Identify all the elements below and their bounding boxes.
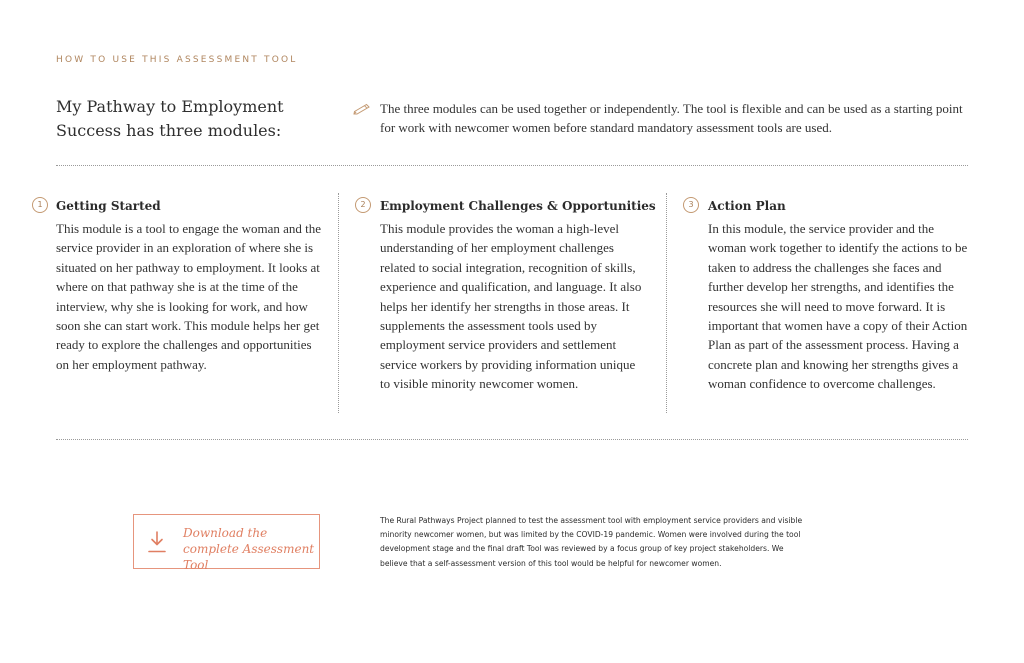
module-number-badge: 3 [683, 197, 699, 213]
module-description: This module is a tool to engage the woman and the service provider in an exploration of where she is situated on her pathway to employment. It looks at where on that pathway she is at the time of the interview, why she is looking for work, and how soon she can start work. This module helps her get ready to explore the challenges and opportunities on her employment pathway. [56, 221, 321, 372]
download-label: Download the complete Assessment Tool [183, 526, 315, 572]
module-description: In this module, the service provider and the woman work together to identify the actions to be taken to address the challenges she faces and further develop her strengths, and identifies the resources she will need to move forward. It is important that women have a copy of their Action Plan as part of the assessment process. Having a concrete plan and knowing her strengths gives a woman confidence to overcome challenges. [708, 221, 968, 392]
module-title: Employment Challenges & Opportunities [380, 199, 656, 213]
module-number-badge: 2 [355, 197, 371, 213]
module-title: Getting Started [56, 199, 161, 213]
column-divider [338, 193, 339, 413]
module-title: Action Plan [708, 199, 786, 213]
page-title: My Pathway to Employment Success has three modules: [56, 97, 284, 140]
divider-top [56, 165, 968, 166]
module-number-badge: 1 [32, 197, 48, 213]
section-eyebrow: HOW TO USE THIS ASSESSMENT TOOL [56, 55, 298, 65]
column-divider [666, 193, 667, 413]
download-assessment-button[interactable] [133, 514, 320, 572]
intro-paragraph: The three modules can be used together or independently. The tool is flexible and can be used as a starting point for work with newcomer women before standard mandatory assessment tools are used. [380, 101, 963, 135]
footnote-paragraph: The Rural Pathways Project planned to test the assessment tool with employment service providers and visible minority newcomer women, but was limited by the COVID-19 pandemic. Women were involved during the tool development stage and the final draft Tool was reviewed by a focus group of key project stakeholders. We believe that a self-assessment version of this tool would be helpful for newcomer women. [380, 516, 803, 568]
pencil-icon [353, 100, 371, 114]
download-icon [147, 530, 167, 554]
module-description: This module provides the woman a high-level understanding of her employment challenges related to social integration, recognition of skills, experience and qualification, and language. It also helps her identify her strengths in those areas. It supplements the assessment tools used by employment service providers and settlement service workers by providing information unique to visible minority newcomer women. [380, 221, 642, 392]
divider-bottom [56, 439, 968, 440]
